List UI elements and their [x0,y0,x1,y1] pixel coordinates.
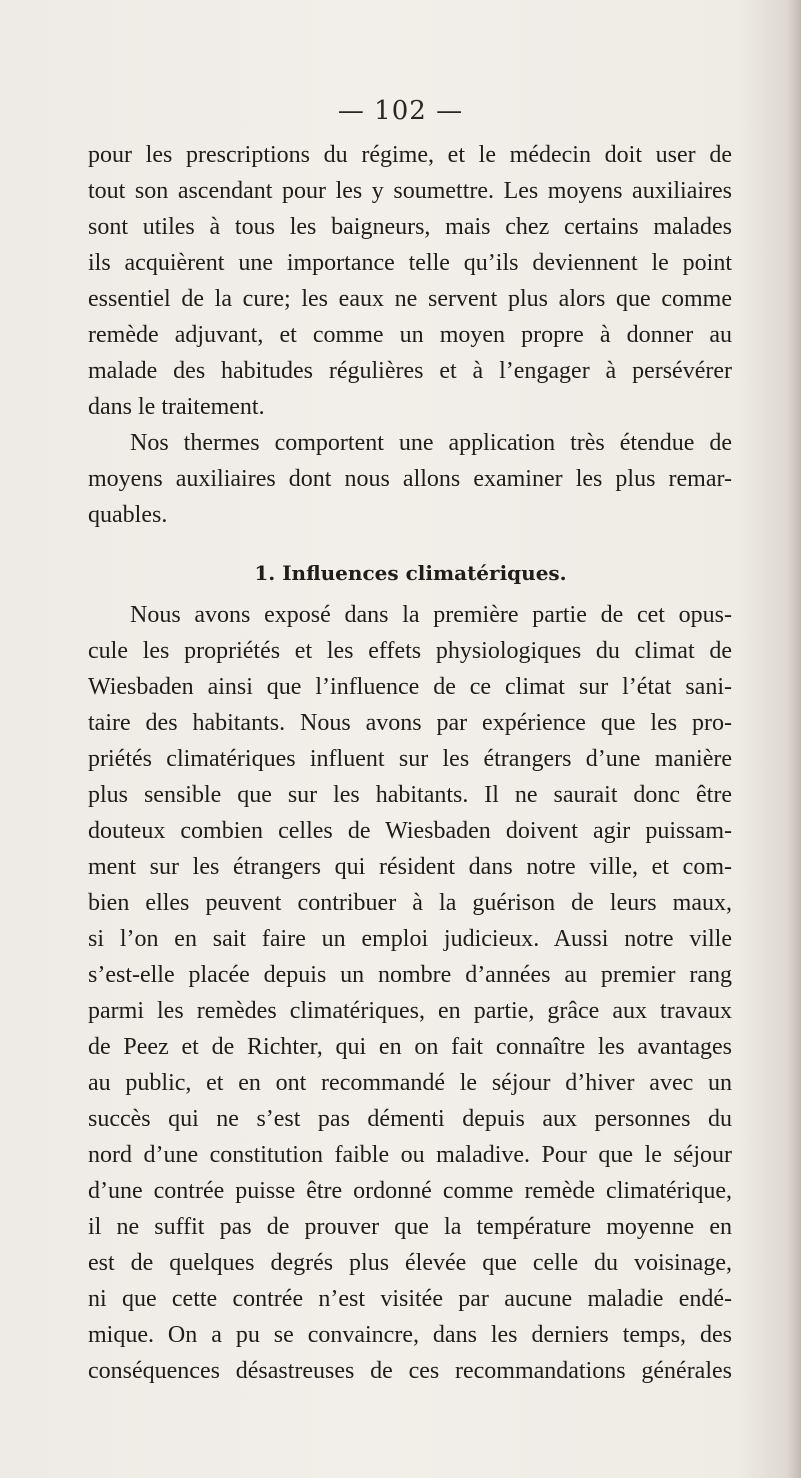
section-heading: 1. Influences climatériques. [254,561,567,585]
text-line: taire des habitants. Nous avons par expérience que les pro- [88,710,732,736]
text-line: dans le traitement. [88,394,265,420]
text-line: Nous avons exposé dans la première partie de cet opus- [130,602,732,628]
text-line: plus sensible que sur les habitants. Il ne saurait donc être [88,782,732,808]
page-edge-shadow [787,0,801,1478]
text-line: essentiel de la cure; les eaux ne servent plus alors que comme [88,286,732,312]
text-line: quables. [88,502,168,528]
text-line: succès qui ne s’est pas démenti depuis aux personnes du [88,1106,732,1132]
text-line: d’une contrée puisse être ordonné comme remède climatérique, [88,1178,732,1204]
text-line: pour les prescriptions du régime, et le médecin doit user de [88,142,732,168]
page-number: — 102 — [337,96,464,126]
text-line: cule les propriétés et les effets physiologiques du climat de [88,638,732,664]
text-line: douteux combien celles de Wiesbaden doivent agir puissam- [88,818,732,844]
text-line: tout son ascendant pour les y soumettre. Les moyens auxiliaires [88,178,732,204]
text-line: sont utiles à tous les baigneurs, mais chez certains malades [88,214,732,240]
paragraph-1 [88,137,732,425]
paragraph-3 [88,597,732,1389]
text-line: nord d’une constitution faible ou maladive. Pour que le séjour [88,1142,732,1168]
text-line: au public, et en ont recommandé le séjour d’hiver avec un [88,1070,732,1096]
text-line: il ne suffit pas de prouver que la température moyenne en [88,1214,732,1240]
text-line: ils acquièrent une importance telle qu’ils deviennent le point [88,250,732,276]
text-line: moyens auxiliaires dont nous allons examiner les plus remar- [88,466,732,492]
text-line: ment sur les étrangers qui résident dans notre ville, et com- [88,854,732,880]
text-line: s’est-elle placée depuis un nombre d’années au premier rang [88,962,732,988]
text-line: mique. On a pu se convaincre, dans les derniers temps, des [88,1322,732,1348]
text-line: priétés climatériques influent sur les étrangers d’une manière [88,746,732,772]
text-line: malade des habitudes régulières et à l’engager à persévérer [88,358,732,384]
text-line: Nos thermes comportent une application très étendue de [130,430,732,456]
text-line: remède adjuvant, et comme un moyen propre à donner au [88,322,732,348]
paragraph-2 [88,425,732,533]
text-line: parmi les remèdes climatériques, en partie, grâce aux travaux [88,998,732,1024]
text-line: Wiesbaden ainsi que l’influence de ce climat sur l’état sani- [88,674,732,700]
text-line: si l’on en sait faire un emploi judicieux. Aussi notre ville [88,926,732,952]
text-line: bien elles peuvent contribuer à la guérison de leurs maux, [88,890,732,916]
text-line: de Peez et de Richter, qui en on fait connaître les avantages [88,1034,732,1060]
text-line: est de quelques degrés plus élevée que celle du voisinage, [88,1250,732,1276]
text-line: conséquences désastreuses de ces recommandations générales [88,1358,732,1384]
text-line: ni que cette contrée n’est visitée par aucune maladie endé- [88,1286,732,1312]
